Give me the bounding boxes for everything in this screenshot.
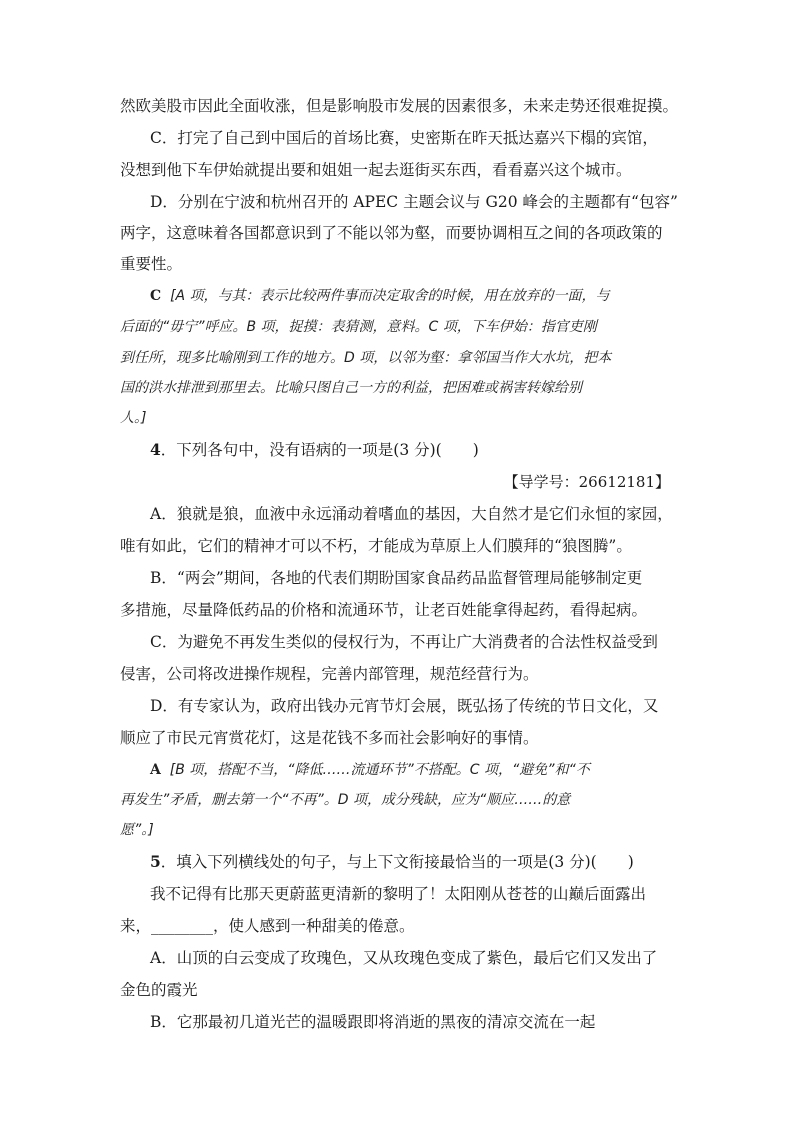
q4-stem (150, 440, 479, 460)
q4-answer-key: A (150, 762, 161, 778)
q4-option-c-line1: C．为避免不再发生类似的侵权行为，不再让广大消费者的合法性权益受到 (150, 633, 658, 651)
q5-option-a-line1: A．山顶的白云变成了玫瑰色，又从玫瑰色变成了紫色，最后它们又发出了 (150, 949, 658, 967)
q3-answer-line5: 人。] (120, 410, 147, 426)
q3-option-c-line2: 没想到他下车伊始就提出要和姐姐一起去逛街买东西，看看嘉兴这个城市。 (120, 161, 632, 179)
q5-option-a-line2: 金色的霞光 (120, 981, 198, 999)
q4-answer-line2: 再发生”矛盾，删去第一个“不再”。D 项，成分残缺，应为“顺应……的意 (120, 792, 571, 808)
q3-option-d-line3: 重要性。 (120, 255, 183, 273)
q5-passage-line2: 来，________，使人感到一种甜美的倦意。 (120, 917, 415, 935)
q5-passage-line1: 我不记得有比那天更蔚蓝更清新的黎明了！太阳刚从苍苍的山巅后面露出 (150, 885, 647, 903)
q3-answer-text1: [A 项，与其：表示比较两件事而决定取舍的时候，用在放弃的一面，与 (170, 288, 610, 304)
q3-option-c-line1: C．打完了自己到中国后的首场比赛，史密斯在昨天抵达嘉兴下榻的宾馆， (150, 129, 658, 147)
q4-option-b-line1: B．“两会”期间，各地的代表们期盼国家食品药品监督管理局能够制定更 (150, 569, 643, 587)
q5-stem-text: ．填入下列横线处的句子，与上下文衔接最恰当的一项是(3 分)( ) (160, 853, 634, 871)
q3-answer-line2: 后面的“毋宁”呼应。B 项，捉摸：表猜测，意料。C 项，下车伊始：指官吏刚 (120, 319, 597, 335)
q4-option-d-line1: D．有专家认为，政府出钱办元宵节灯会展，既弘扬了传统的节日文化，又 (150, 697, 659, 715)
q5-option-b-line1: B．它那最初几道光芒的温暖跟即将消逝的黑夜的清凉交流在一起 (150, 1013, 596, 1031)
q4-guide-number: 【导学号：26612181】 (503, 473, 670, 491)
q3-answer-key: C (150, 288, 162, 304)
q3-answer-line1 (150, 286, 610, 306)
q4-option-a-line1: A．狼就是狼，血液中永远涌动着嗜血的基因，大自然才是它们永恒的家园， (150, 505, 673, 523)
q5-number: 5 (150, 852, 161, 871)
q4-option-a-line2: 唯有如此，它们的精神才可以不朽，才能成为草原上人们膜拜的“狼图腾”。 (120, 537, 632, 555)
q4-stem-text: ．下列各句中，没有语病的一项是(3 分)( ) (160, 441, 479, 459)
q3-prev-option-tail: 然欧美股市因此全面收涨，但是影响股市发展的因素很多，未来走势还很难捉摸。 (120, 97, 679, 115)
q4-answer-text1: [B 项，搭配不当，“降低……流通环节”不搭配。C 项，“避免”和“不 (169, 762, 590, 778)
q4-answer-line3: 愿”。] (120, 822, 154, 838)
q4-answer-line1 (150, 760, 590, 780)
q3-option-d-line1: D．分别在宁波和杭州召开的 APEC 主题会议与 G20 峰会的主题都有“包容” (150, 193, 678, 211)
q4-option-b-line2: 多措施，尽量降低药品的价格和流通环节，让老百姓能拿得起药，看得起病。 (120, 601, 648, 619)
q4-number: 4 (150, 440, 161, 459)
q3-answer-line3: 到任所，现多比喻刚到工作的地方。D 项，以邻为壑：拿邻国当作大水坑，把本 (120, 350, 612, 366)
q4-option-d-line2: 顺应了市民元宵赏花灯，这是花钱不多而社会影响好的事情。 (120, 729, 539, 747)
q3-option-d-line2: 两字，这意味着各国都意识到了不能以邻为壑，而要协调相互之间的各项政策的 (120, 224, 663, 242)
q5-stem (150, 852, 634, 872)
q4-option-c-line2: 侵害，公司将改进操作规程，完善内部管理，规范经营行为。 (120, 665, 539, 683)
q3-answer-line4: 国的洪水排泄到那里去。比喻只图自己一方的利益，把困难或祸害转嫁给别 (120, 380, 582, 396)
